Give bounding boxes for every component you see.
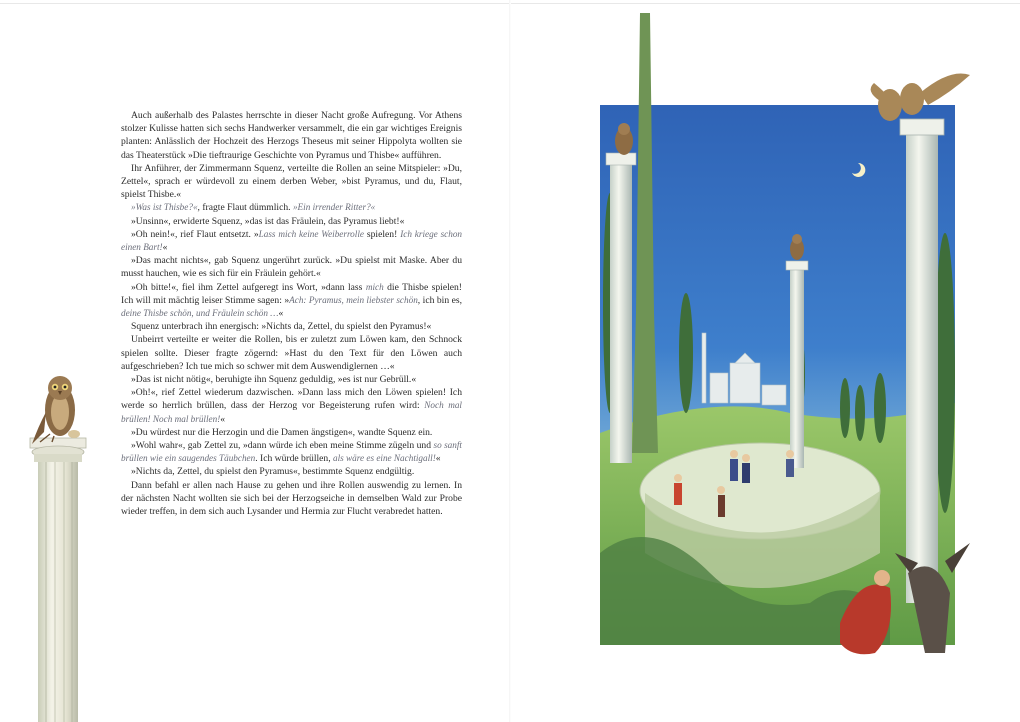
story-paragraph [121, 439, 462, 465]
text-run: »Unsinn«, erwiderte Squenz, »das ist das Fräulein, das Pyramus liebt!« [131, 215, 405, 227]
italic-text: mich [365, 281, 384, 292]
text-run: Squenz unterbrach ihn energisch: »Nichts da, Zettel, du spielst den Pyramus!« [131, 321, 432, 333]
italic-text: »Was ist Thisbe?« [131, 202, 198, 213]
story-text [121, 109, 462, 518]
text-run: »Oh!«, rief Zettel wiederum dazwischen. »Dann lass mich den Löwen spielen! Ich werde so herrlich brüllen, dass der Herzog vor Begeisterung rufen wird: [121, 387, 462, 412]
text-run: « [278, 308, 284, 320]
story-paragraph [121, 201, 462, 214]
text-run: die Thisbe spielen! Ich will mit mächtig leiser Stimme sagen: » [121, 281, 462, 306]
italic-text: Noch mal brüllen! Noch mal brüllen! [121, 400, 462, 424]
text-run: Auch außerhalb des Palastes herrschte in dieser Nacht große Aufregung. Vor Athens stolzer Kulisse hatten sich sechs Handwerker versammelt, die ein gar wichtiges Ereignis planten: Anlässlich der Hochzeit des Herzogs Theseus mit seiner Hippolyta wollten sie das Theaterstück »Die tieftraurige Geschichte von Pyramus und Thisbe« aufführen. [121, 110, 462, 161]
text-run: . Ich würde brüllen, [255, 453, 334, 465]
text-run: , fragte Flaut dümmlich. [197, 202, 293, 214]
italic-text: so sanft brüllen wie ein saugendes Täubchen [121, 440, 462, 464]
column-shaft [38, 460, 78, 722]
italic-text: Ach: Pyramus, mein liebster schön [289, 294, 418, 305]
italic-text: deine Thisbe schön, und Fräulein schön … [121, 308, 279, 319]
owl-icon [32, 376, 80, 444]
story-paragraph [121, 228, 462, 254]
text-run: »Wohl wahr«, gab Zettel zu, »dann würde ich eben meine Stimme zügeln und [131, 440, 434, 452]
column-left [606, 153, 636, 463]
column-capital [30, 438, 86, 462]
text-run: spielen! [363, 228, 401, 240]
story-paragraph [121, 373, 462, 386]
book-gutter [509, 0, 511, 722]
column-right [900, 119, 944, 603]
story-paragraph [121, 386, 462, 426]
owl-on-column-illustration [10, 372, 100, 722]
text-run: »Das ist nicht nötig«, beruhigte ihn Squenz geduldig, »es ist nur Gebrüll.« [131, 374, 417, 386]
text-run: »Oh bitte!«, fiel ihm Zettel aufgeregt ins Wort, »dann lass [131, 281, 366, 293]
story-paragraph [121, 426, 462, 439]
text-run: , ich bin es, [417, 294, 462, 306]
story-paragraph [121, 215, 462, 228]
story-paragraph [121, 320, 462, 333]
text-run: »Du würdest nur die Herzogin und die Damen ängstigen«, wandte Squenz ein. [131, 426, 433, 438]
text-run: « [220, 413, 226, 425]
story-paragraph [121, 465, 462, 478]
text-run: Dann befahl er allen nach Hause zu gehen und ihre Rollen auswendig zu lernen. In der nächsten Nacht wollten sie sich bei der Herzogseiche in demselben Wald zur Probe wieder treffen, in dem sich auch Lysander und Hermia zur Flucht verabredet hatten. [121, 479, 462, 518]
italic-text: Lass mich keine Weiberrolle [258, 228, 364, 239]
story-paragraph [121, 162, 462, 202]
story-paragraph [121, 333, 462, 373]
garden-scene-illustration [590, 13, 980, 673]
text-run: »Oh nein!«, rief Flaut entsetzt. » [131, 228, 259, 240]
text-run: »Nichts da, Zettel, du spielst den Pyramus«, bestimmte Squenz endgültig. [131, 466, 415, 478]
text-run: Ihr Anführer, der Zimmermann Squenz, verteilte die Rollen an seine Mitspieler: »Du, Zettel«, sprach er würdevoll zu einem derben Weber, »bist Pyramus, und du, Flaut, spielst Thisbe.« [121, 162, 462, 201]
text-run: »Das macht nichts«, gab Squenz ungerührt zurück. »Du spielst mit Maske. Aber du musst hauchen, wie es sich für ein Fräulein gehört.« [121, 255, 462, 280]
text-run: « [162, 242, 168, 254]
story-paragraph [121, 281, 462, 321]
italic-text: »Ein irrender Ritter?« [292, 202, 376, 213]
text-run: « [435, 453, 441, 465]
story-paragraph [121, 109, 462, 162]
story-paragraph [121, 254, 462, 280]
italic-text: als wäre es eine Nachtigall! [333, 453, 436, 464]
story-paragraph [121, 479, 462, 519]
italic-text: Ich kriege schon einen Bart! [121, 228, 463, 253]
text-run: Unbeirrt verteilte er weiter die Rollen, bis er zuletzt zum Löwen kam, den Schnock spielen sollte. Dieser fragte zögernd: »Hast du den Text für den Löwen auch aufgeschrieben? Ich tue mich so schwer mit dem Auswendiglernen …« [121, 334, 462, 372]
